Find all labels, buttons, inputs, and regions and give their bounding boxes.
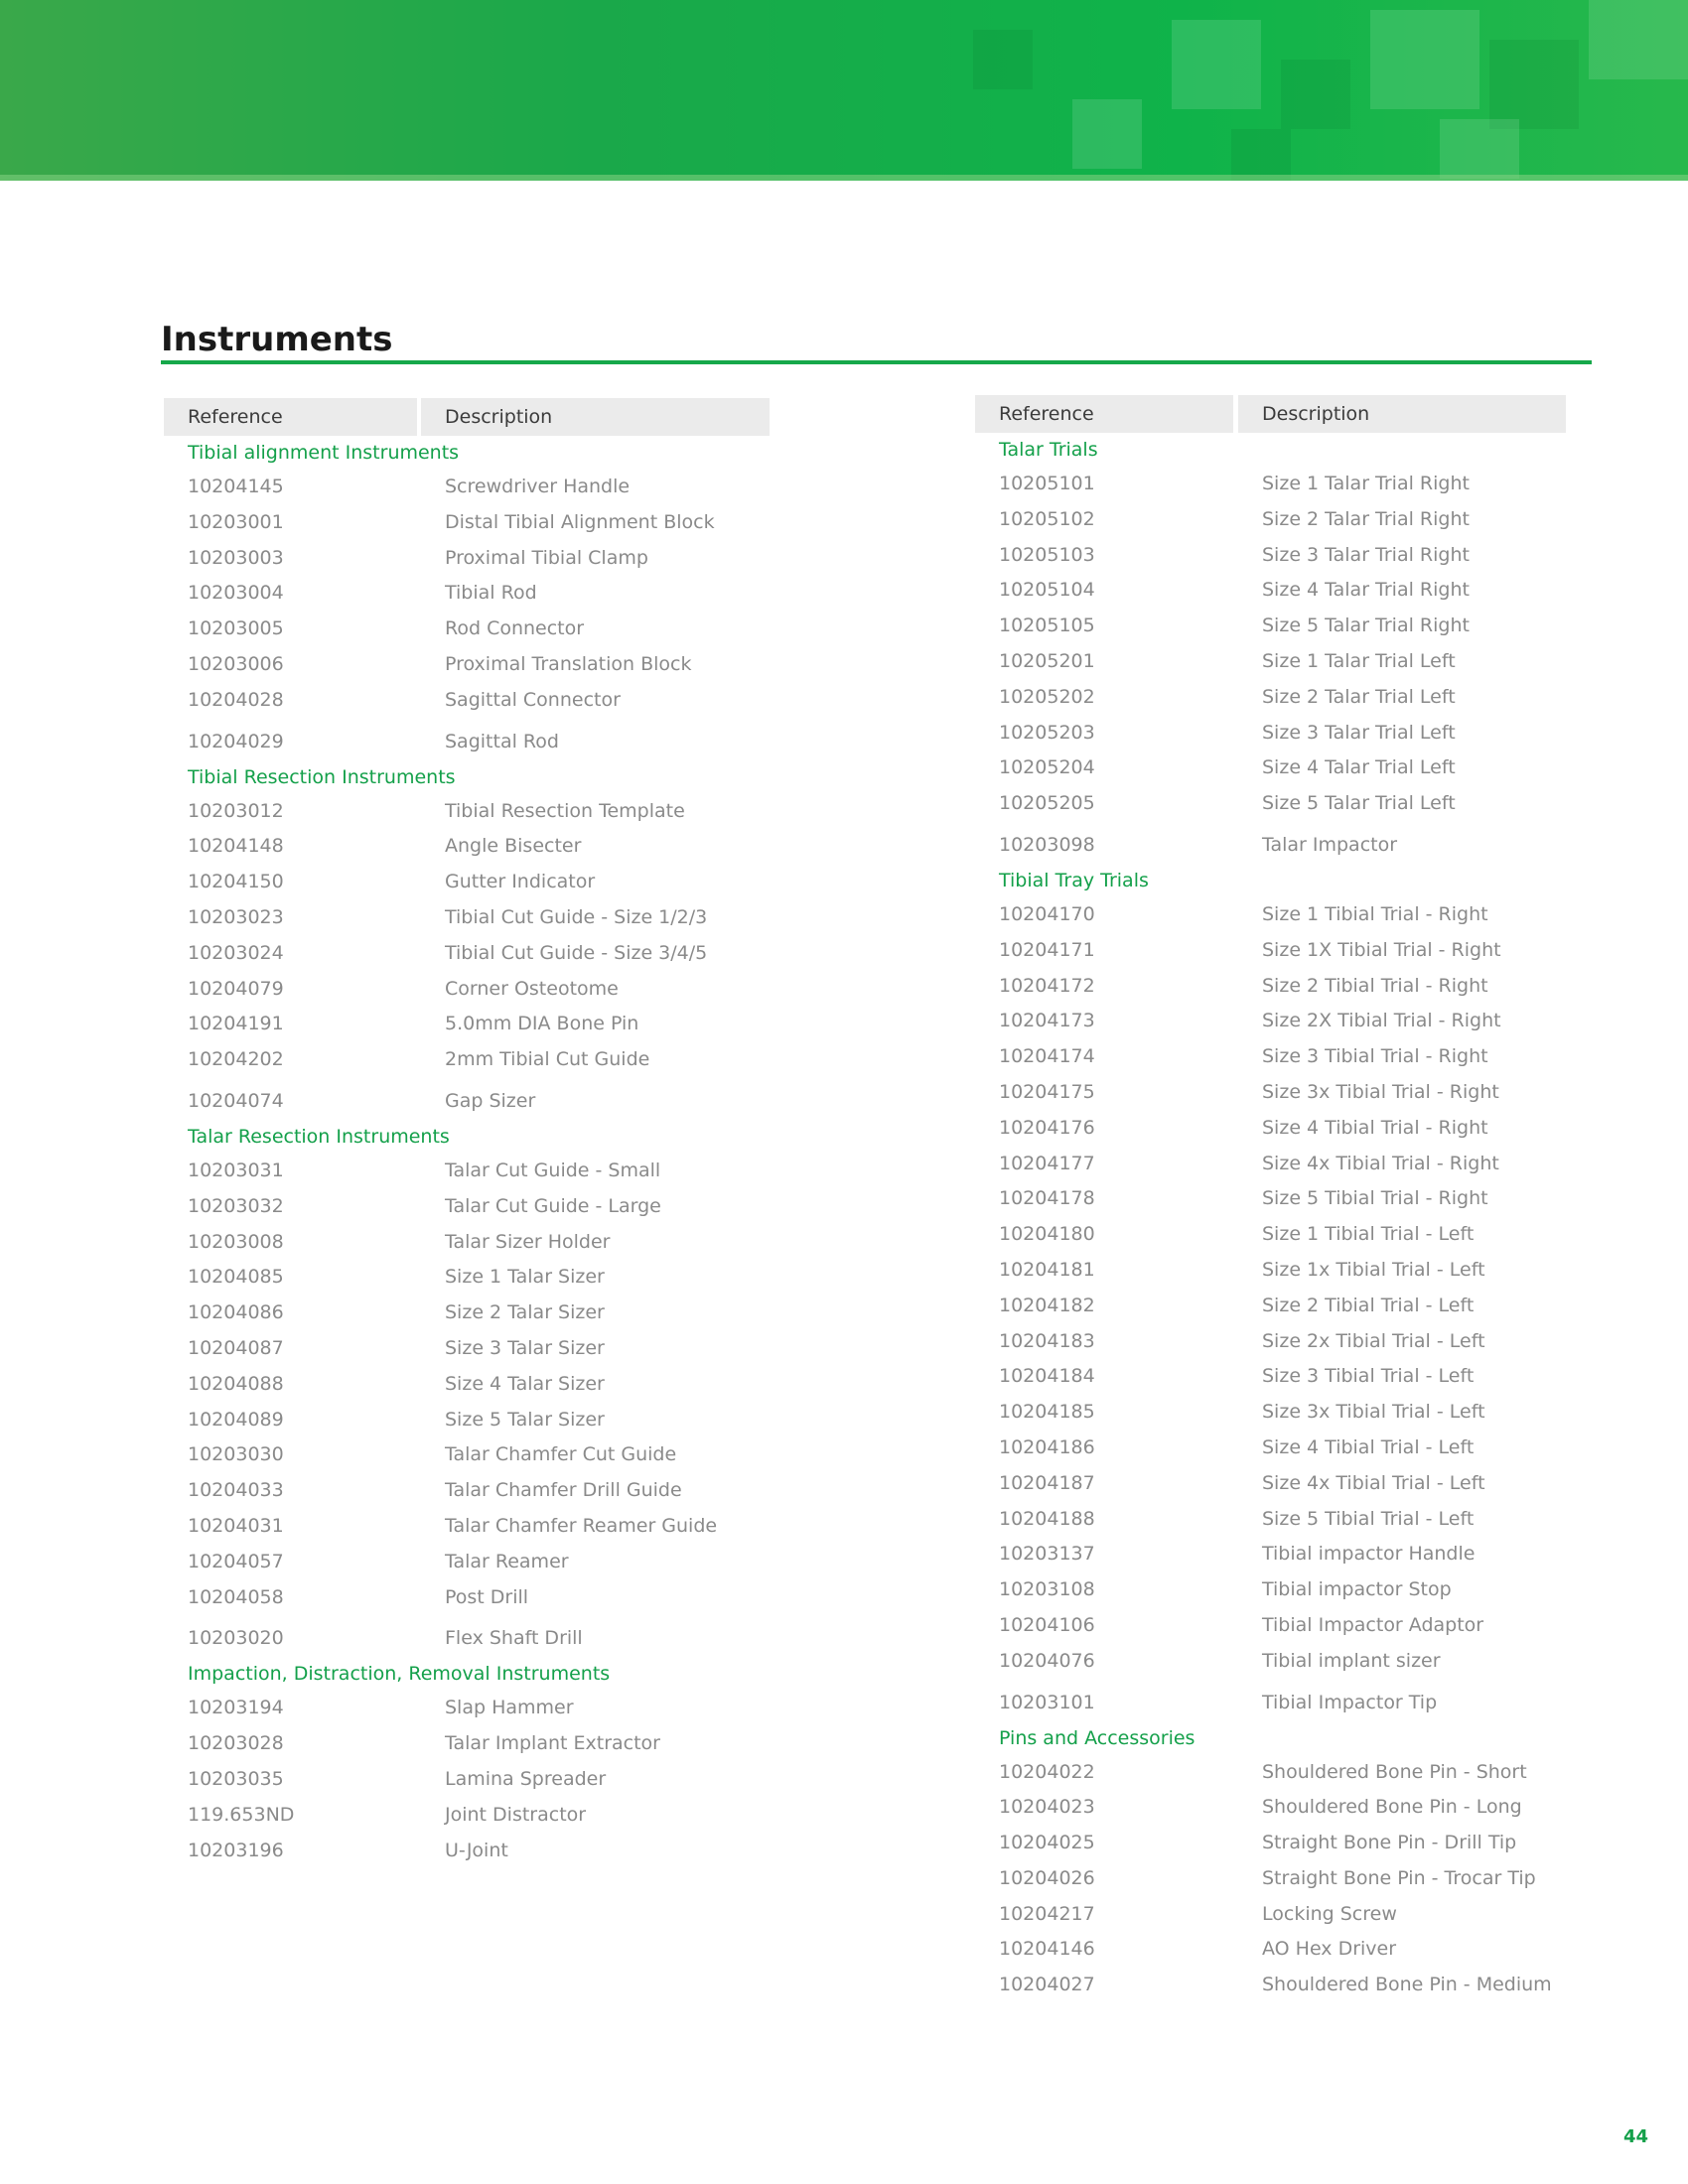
reference-number: 10205202 <box>999 685 1095 708</box>
item-description: Size 2 Tibial Trial - Left <box>1262 1294 1475 1316</box>
table-row <box>975 1466 1566 1502</box>
item-description: Lamina Spreader <box>445 1767 607 1790</box>
item-description: Talar Cut Guide - Large <box>445 1194 661 1217</box>
table-row <box>164 647 770 683</box>
reference-number: 10204086 <box>188 1301 284 1324</box>
reference-number: 10204174 <box>999 1045 1095 1068</box>
item-description: Tibial Impactor Adaptor <box>1262 1613 1484 1636</box>
table-row <box>975 502 1566 538</box>
item-description: Sagittal Rod <box>445 730 559 752</box>
reference-number: 10203137 <box>999 1543 1095 1566</box>
reference-number: 10204087 <box>188 1336 284 1359</box>
reference-number: 10204079 <box>188 977 284 1000</box>
table-body <box>164 436 770 1868</box>
item-description: Size 5 Talar Trial Right <box>1262 614 1470 637</box>
banner-tile <box>1072 99 1142 169</box>
item-description: Size 1 Talar Trial Left <box>1262 649 1456 672</box>
reference-number: 10204180 <box>999 1223 1095 1246</box>
table-row <box>975 1147 1566 1182</box>
table-row <box>164 1154 770 1189</box>
reference-number: 10204202 <box>188 1048 284 1071</box>
reference-number: 10203001 <box>188 510 284 533</box>
reference-number: 10205201 <box>999 649 1095 672</box>
reference-number: 10203003 <box>188 546 284 569</box>
reference-number: 10205101 <box>999 473 1095 494</box>
table-row <box>975 1572 1566 1608</box>
table-row <box>975 1537 1566 1572</box>
reference-number: 10204145 <box>188 476 284 497</box>
reference-number: 10204182 <box>999 1294 1095 1316</box>
table-row <box>975 1217 1566 1253</box>
reference-number: 10204186 <box>999 1435 1095 1458</box>
table-row <box>975 1932 1566 1968</box>
table-row <box>164 1331 770 1367</box>
item-description: Size 5 Talar Sizer <box>445 1408 605 1431</box>
item-description: Size 1 Tibial Trial - Right <box>1262 902 1488 925</box>
table-row <box>975 897 1566 933</box>
reference-number: 10203004 <box>188 582 284 605</box>
table-row <box>164 719 770 760</box>
reference-number: 10205205 <box>999 792 1095 815</box>
item-description: Size 2 Talar Sizer <box>445 1301 605 1324</box>
table-row <box>975 467 1566 502</box>
item-description: Size 3 Tibial Trial - Right <box>1262 1045 1488 1068</box>
reference-number: 10203194 <box>188 1697 284 1719</box>
page-title: Instruments <box>161 320 393 359</box>
item-description: Size 1 Talar Trial Right <box>1262 473 1470 494</box>
table-row <box>975 1502 1566 1538</box>
reference-number: 10204076 <box>999 1649 1095 1672</box>
table-row <box>975 1608 1566 1644</box>
reference-number: 10203028 <box>188 1732 284 1755</box>
table-row <box>975 1395 1566 1431</box>
item-description: Slap Hammer <box>445 1697 574 1719</box>
table-row <box>164 1691 770 1726</box>
table-row <box>164 612 770 647</box>
item-description: Talar Chamfer Reamer Guide <box>445 1514 718 1537</box>
table-row <box>975 751 1566 786</box>
title-underline <box>161 360 1592 364</box>
item-description: Size 4 Talar Trial Left <box>1262 756 1456 779</box>
right-instruments-table <box>975 395 1566 2003</box>
reference-number: 10204183 <box>999 1329 1095 1352</box>
reference-number: 10204022 <box>999 1760 1095 1783</box>
reference-number: 10204074 <box>188 1089 284 1112</box>
reference-column-header: Reference <box>975 395 1233 433</box>
reference-number: 10204088 <box>188 1372 284 1395</box>
item-description: Size 1x Tibial Trial - Left <box>1262 1258 1485 1281</box>
table-row <box>975 1181 1566 1217</box>
table-row <box>975 609 1566 644</box>
item-description: 5.0mm DIA Bone Pin <box>445 1013 639 1035</box>
table-row <box>164 865 770 900</box>
item-description: Post Drill <box>445 1585 529 1608</box>
banner-tile <box>973 30 1033 89</box>
item-description: Tibial impactor Handle <box>1262 1543 1476 1566</box>
table-row <box>164 900 770 936</box>
item-description: Shouldered Bone Pin - Medium <box>1262 1974 1552 1996</box>
table-row <box>975 822 1566 864</box>
item-description: Shouldered Bone Pin - Short <box>1262 1760 1527 1783</box>
item-description: Straight Bone Pin - Drill Tip <box>1262 1832 1517 1854</box>
reference-number: 10204028 <box>188 688 284 711</box>
table-row <box>975 1826 1566 1861</box>
item-description: Size 1 Talar Sizer <box>445 1266 605 1289</box>
reference-number: 10204187 <box>999 1471 1095 1494</box>
item-description: Talar Implant Extractor <box>445 1732 660 1755</box>
reference-number: 10204146 <box>999 1938 1095 1961</box>
reference-number: 10205105 <box>999 614 1095 637</box>
table-row <box>164 829 770 865</box>
item-description: Size 3 Tibial Trial - Left <box>1262 1365 1475 1388</box>
description-column-header: Description <box>1238 395 1566 433</box>
table-row <box>164 1437 770 1473</box>
reference-number: 10204057 <box>188 1550 284 1572</box>
reference-number: 10203005 <box>188 617 284 640</box>
table-row <box>164 1615 770 1657</box>
item-description: Talar Chamfer Drill Guide <box>445 1479 682 1502</box>
table-row <box>975 969 1566 1005</box>
table-row <box>975 538 1566 574</box>
table-header <box>975 395 1566 433</box>
item-description: Size 1 Tibial Trial - Left <box>1262 1223 1475 1246</box>
item-description: Talar Reamer <box>445 1550 569 1572</box>
section-title: Talar Trials <box>999 439 1098 461</box>
item-description: Tibial Cut Guide - Size 1/2/3 <box>445 905 708 928</box>
table-row <box>164 1545 770 1580</box>
reference-number: 10204181 <box>999 1258 1095 1281</box>
item-description: Size 2 Tibial Trial - Right <box>1262 974 1488 997</box>
item-description: Tibial Cut Guide - Size 3/4/5 <box>445 941 708 964</box>
table-row <box>975 1039 1566 1075</box>
banner-tile <box>1489 40 1579 129</box>
banner-tile <box>1370 10 1479 109</box>
reference-number: 10204031 <box>188 1514 284 1537</box>
reference-number: 10204171 <box>999 938 1095 961</box>
reference-number: 10204217 <box>999 1902 1095 1925</box>
reference-number: 10203031 <box>188 1159 284 1181</box>
item-description: Size 3 Talar Trial Left <box>1262 721 1456 744</box>
item-description: AO Hex Driver <box>1262 1938 1397 1961</box>
item-description: Size 4 Tibial Trial - Right <box>1262 1116 1488 1139</box>
table-row <box>975 1111 1566 1147</box>
reference-number: 10204173 <box>999 1010 1095 1032</box>
item-description: Proximal Translation Block <box>445 652 692 675</box>
item-description: Size 5 Talar Trial Left <box>1262 792 1456 815</box>
reference-number: 10204033 <box>188 1479 284 1502</box>
table-row <box>975 1289 1566 1324</box>
table-row <box>164 470 770 505</box>
reference-number: 10204027 <box>999 1974 1095 1996</box>
table-row <box>164 1078 770 1120</box>
item-description: Locking Screw <box>1262 1902 1397 1925</box>
reference-number: 10204184 <box>999 1365 1095 1388</box>
item-description: Size 2 Talar Trial Right <box>1262 507 1470 530</box>
item-description: Size 2 Talar Trial Left <box>1262 685 1456 708</box>
table-row <box>975 1359 1566 1395</box>
item-description: Straight Bone Pin - Trocar Tip <box>1262 1866 1536 1889</box>
item-description: Size 3 Talar Trial Right <box>1262 543 1470 566</box>
reference-number: 10203035 <box>188 1767 284 1790</box>
reference-number: 10203024 <box>188 941 284 964</box>
table-row <box>975 1324 1566 1360</box>
table-row <box>975 680 1566 716</box>
table-row <box>975 1968 1566 2003</box>
reference-number: 10203030 <box>188 1443 284 1466</box>
item-description: Talar Cut Guide - Small <box>445 1159 661 1181</box>
reference-number: 10204089 <box>188 1408 284 1431</box>
table-row <box>164 1367 770 1403</box>
reference-number: 10203020 <box>188 1627 284 1650</box>
reference-number: 10204148 <box>188 835 284 858</box>
item-description: Size 1X Tibial Trial - Right <box>1262 938 1501 961</box>
item-description: Size 3 Talar Sizer <box>445 1336 605 1359</box>
reference-number: 10205204 <box>999 756 1095 779</box>
reference-number: 10204029 <box>188 730 284 752</box>
item-description: Size 4x Tibial Trial - Left <box>1262 1471 1485 1494</box>
banner-tile <box>1281 60 1350 129</box>
item-description: Distal Tibial Alignment Block <box>445 510 715 533</box>
item-description: Shouldered Bone Pin - Long <box>1262 1796 1522 1819</box>
table-row <box>164 1042 770 1078</box>
item-description: Size 5 Tibial Trial - Left <box>1262 1507 1475 1530</box>
table-row <box>975 1004 1566 1039</box>
table-row <box>975 1075 1566 1111</box>
item-description: Joint Distractor <box>445 1803 587 1826</box>
reference-number: 10205104 <box>999 579 1095 602</box>
reference-number: 10204188 <box>999 1507 1095 1530</box>
table-body <box>975 433 1566 2003</box>
banner-tile <box>1231 129 1291 181</box>
table-row <box>975 933 1566 969</box>
item-description: Gap Sizer <box>445 1089 536 1112</box>
reference-number: 10204175 <box>999 1080 1095 1103</box>
reference-number: 10205102 <box>999 507 1095 530</box>
item-description: Tibial Resection Template <box>445 799 685 822</box>
table-row <box>975 1861 1566 1897</box>
section-title: Impaction, Distraction, Removal Instruments <box>188 1663 611 1686</box>
banner-tile <box>1440 119 1519 179</box>
reference-number: 10203006 <box>188 652 284 675</box>
item-description: Angle Bisecter <box>445 835 582 858</box>
reference-number: 10203098 <box>999 833 1095 856</box>
item-description: Size 4 Talar Trial Right <box>1262 579 1470 602</box>
reference-number: 10203196 <box>188 1839 284 1861</box>
reference-number: 10203023 <box>188 905 284 928</box>
reference-number: 10204026 <box>999 1866 1095 1889</box>
table-row <box>164 1726 770 1762</box>
item-description: Size 4 Talar Sizer <box>445 1372 605 1395</box>
reference-number: 10203108 <box>999 1578 1095 1601</box>
reference-number: 10204058 <box>188 1585 284 1608</box>
item-description: Size 3x Tibial Trial - Left <box>1262 1401 1485 1424</box>
table-row <box>164 1189 770 1225</box>
table-row <box>975 786 1566 822</box>
banner-tile <box>1172 20 1261 109</box>
reference-column-header: Reference <box>164 398 417 436</box>
table-row <box>975 1253 1566 1289</box>
table-row <box>164 1798 770 1834</box>
header-banner <box>0 0 1688 181</box>
page-number: 44 <box>1623 2126 1649 2147</box>
table-row <box>975 1897 1566 1933</box>
banner-tile <box>1589 0 1688 79</box>
table-row <box>164 1580 770 1616</box>
reference-number: 10204106 <box>999 1613 1095 1636</box>
reference-number: 10205103 <box>999 543 1095 566</box>
table-row <box>164 683 770 719</box>
table-row <box>164 541 770 577</box>
item-description: Talar Sizer Holder <box>445 1230 611 1253</box>
table-row <box>975 644 1566 680</box>
item-description: Size 4x Tibial Trial - Right <box>1262 1152 1499 1174</box>
table-row <box>164 1473 770 1509</box>
table-row <box>164 972 770 1008</box>
reference-number: 10204023 <box>999 1796 1095 1819</box>
item-description: Size 4 Tibial Trial - Left <box>1262 1435 1475 1458</box>
reference-number: 10204170 <box>999 902 1095 925</box>
banner-bottom-edge <box>0 175 1688 181</box>
reference-number: 10203008 <box>188 1230 284 1253</box>
table-row <box>975 1644 1566 1680</box>
left-instruments-table <box>164 398 770 1868</box>
item-description: Flex Shaft Drill <box>445 1627 583 1650</box>
table-header <box>164 398 770 436</box>
reference-number: 119.653ND <box>188 1803 295 1826</box>
reference-number: 10203032 <box>188 1194 284 1217</box>
section-title: Tibial Resection Instruments <box>188 765 456 788</box>
table-row <box>164 1007 770 1042</box>
table-row <box>975 1431 1566 1466</box>
item-description: Tibial implant sizer <box>1262 1649 1441 1672</box>
item-description: Talar Chamfer Cut Guide <box>445 1443 677 1466</box>
reference-number: 10203101 <box>999 1691 1095 1713</box>
table-row <box>164 1296 770 1331</box>
reference-number: 10205203 <box>999 721 1095 744</box>
item-description: Talar Impactor <box>1262 833 1398 856</box>
section-title: Pins and Accessories <box>999 1726 1196 1749</box>
section-title: Tibial Tray Trials <box>999 869 1149 891</box>
section-title: Talar Resection Instruments <box>188 1125 450 1148</box>
table-row <box>164 1260 770 1296</box>
table-row <box>164 936 770 972</box>
reference-number: 10204185 <box>999 1401 1095 1424</box>
table-row <box>164 1225 770 1261</box>
item-description: Size 2X Tibial Trial - Right <box>1262 1010 1501 1032</box>
item-description: Corner Osteotome <box>445 977 619 1000</box>
table-row <box>164 794 770 830</box>
reference-number: 10204172 <box>999 974 1095 997</box>
reference-number: 10204176 <box>999 1116 1095 1139</box>
table-row <box>164 1509 770 1545</box>
item-description: Size 5 Tibial Trial - Right <box>1262 1187 1488 1210</box>
table-row <box>975 1790 1566 1826</box>
table-row <box>164 505 770 541</box>
reference-number: 10204191 <box>188 1013 284 1035</box>
item-description: Size 3x Tibial Trial - Right <box>1262 1080 1499 1103</box>
item-description: Tibial Rod <box>445 582 537 605</box>
item-description: Rod Connector <box>445 617 585 640</box>
item-description: 2mm Tibial Cut Guide <box>445 1048 650 1071</box>
item-description: Gutter Indicator <box>445 871 596 893</box>
table-row <box>975 573 1566 609</box>
item-description: Proximal Tibial Clamp <box>445 546 648 569</box>
table-row <box>164 1762 770 1798</box>
item-description: U-Joint <box>445 1839 508 1861</box>
item-description: Tibial impactor Stop <box>1262 1578 1452 1601</box>
reference-number: 10204025 <box>999 1832 1095 1854</box>
table-row <box>164 576 770 612</box>
description-column-header: Description <box>421 398 770 436</box>
table-row <box>975 716 1566 751</box>
table-row <box>164 1834 770 1869</box>
reference-number: 10204085 <box>188 1266 284 1289</box>
reference-number: 10204150 <box>188 871 284 893</box>
item-description: Size 2x Tibial Trial - Left <box>1262 1329 1485 1352</box>
section-title: Tibial alignment Instruments <box>188 442 460 464</box>
item-description: Screwdriver Handle <box>445 476 631 497</box>
item-description: Sagittal Connector <box>445 688 621 711</box>
table-row <box>975 1755 1566 1791</box>
reference-number: 10204178 <box>999 1187 1095 1210</box>
reference-number: 10204177 <box>999 1152 1095 1174</box>
item-description: Tibial Impactor Tip <box>1262 1691 1438 1713</box>
reference-number: 10203012 <box>188 799 284 822</box>
table-row <box>164 1403 770 1438</box>
table-row <box>975 1680 1566 1721</box>
